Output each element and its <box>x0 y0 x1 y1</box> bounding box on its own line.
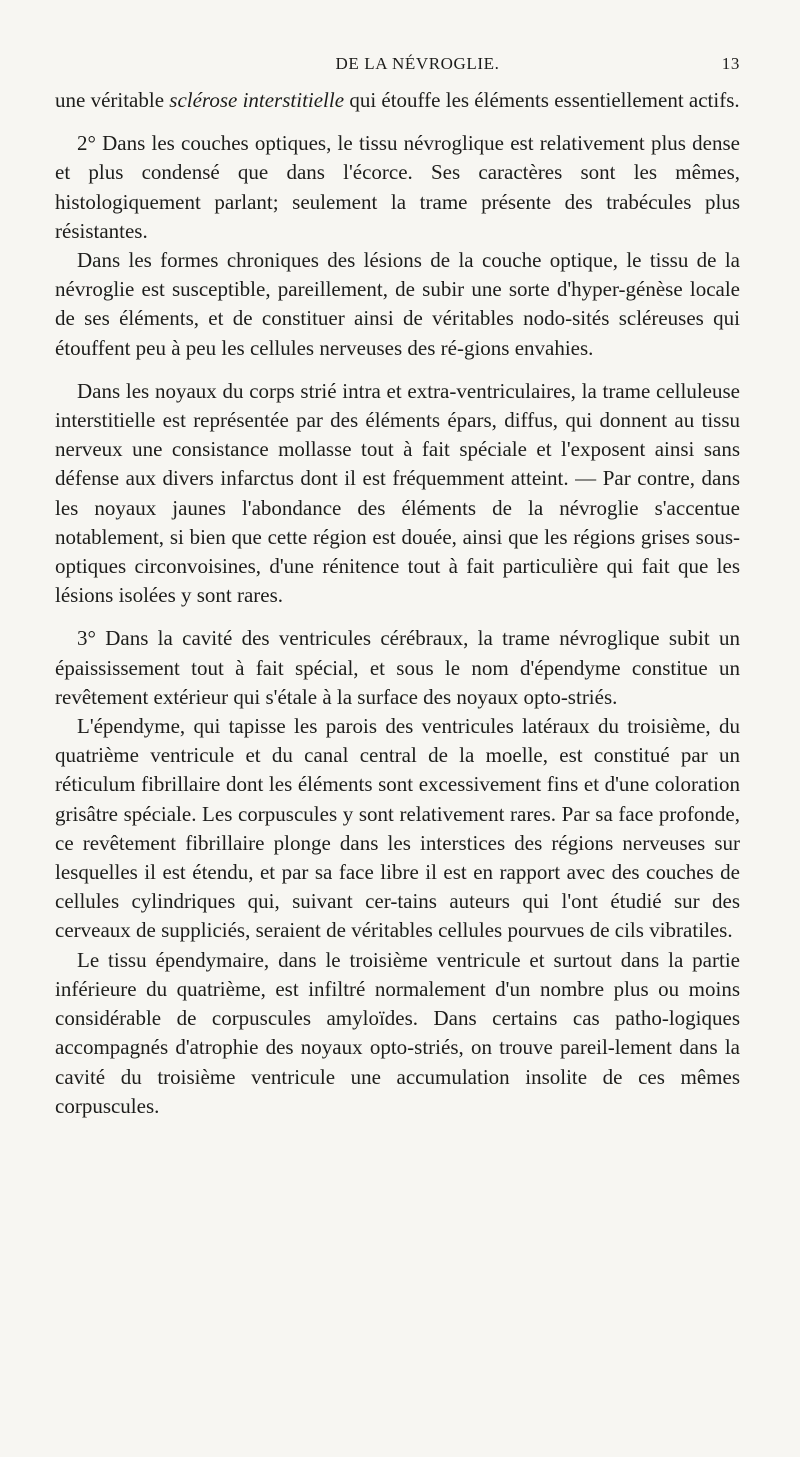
running-title: DE LA NÉVROGLIE. <box>335 54 500 73</box>
running-head <box>55 54 740 86</box>
paragraph-1-text-start: une véritable <box>55 88 170 112</box>
paragraph-5: 3° Dans la cavité des ventricules cérébraux, la trame névroglique subit un épaississement tout à fait spécial, et sous le nom d'épendyme constitue un revêtement extérieur qui s'étale à la surface des noyaux opto-striés. <box>55 626 740 709</box>
paragraph-1-text-end: qui étouffe les éléments essentiellement actifs. <box>344 88 740 112</box>
italic-term: sclérose interstitielle <box>169 88 345 112</box>
paragraph-4: Dans les noyaux du corps strié intra et extra-ventriculaires, la trame celluleuse interstitielle est représentée par des éléments épars, diffus, qui donnent au tissu nerveux une consistance mollasse tout à fait spéciale et l'exposent ainsi sans défense aux divers infarctus dont il est fréquemment atteint. — Par contre, dans les noyaux jaunes l'abondance des éléments de la névroglie s'accentue notablement, si bien que cette région est douée, ainsi que les régions grises sous-optiques circonvoisines, d'une rénitence tout à fait particulière qui fait que les lésions isolées y sont rares. <box>55 378 740 608</box>
paragraph-2: 2° Dans les couches optiques, le tissu névroglique est relativement plus dense et plus condensé que dans l'écorce. Ses caractères sont les mêmes, histologiquement parlant; seulement la trame présente des trabécules plus résistantes. <box>55 131 740 243</box>
body-text <box>55 86 740 1121</box>
paragraph-6: L'épendyme, qui tapisse les parois des ventricules latéraux du troisième, du quatrième ventricule et du canal central de la moelle, est constitué par un réticulum fibrillaire dont les éléments sont excessivement fins et d'une coloration grisâtre spéciale. Les corpuscules y sont relativement rares. Par sa face profonde, ce revêtement fibrillaire plonge dans les interstices des régions nerveuses sur lesquelles il est étendu, et par sa face libre il est en rapport avec des couches de cellules cylindriques qui, suivant cer-tains auteurs qui l'ont étudié sur des cerveaux de suppliciés, seraient de véritables cellules pourvues de cils vibratiles. <box>55 714 740 943</box>
paragraph-7: Le tissu épendymaire, dans le troisième ventricule et surtout dans la partie inférieure du quatrième, est infiltré normalement d'un nombre plus ou moins considérable de corpuscules amyloïdes. Dans certains cas patho-logiques accompagnés d'atrophie des noyaux opto-striés, on trouve pareil-lement dans la cavité du troisième ventricule une accumulation insolite de ces mêmes corpuscules. <box>55 947 740 1118</box>
paragraph-1 <box>55 86 740 115</box>
page-number: 13 <box>721 54 740 73</box>
paragraph-3: Dans les formes chroniques des lésions de la couche optique, le tissu de la névroglie est susceptible, pareillement, de subir une sorte d'hyper-génèse locale de ses éléments, et de constituer ainsi de véritables nodo-sités scléreuses qui étouffent peu à peu les cellules nerveuses des ré-gions envahies. <box>55 248 740 360</box>
